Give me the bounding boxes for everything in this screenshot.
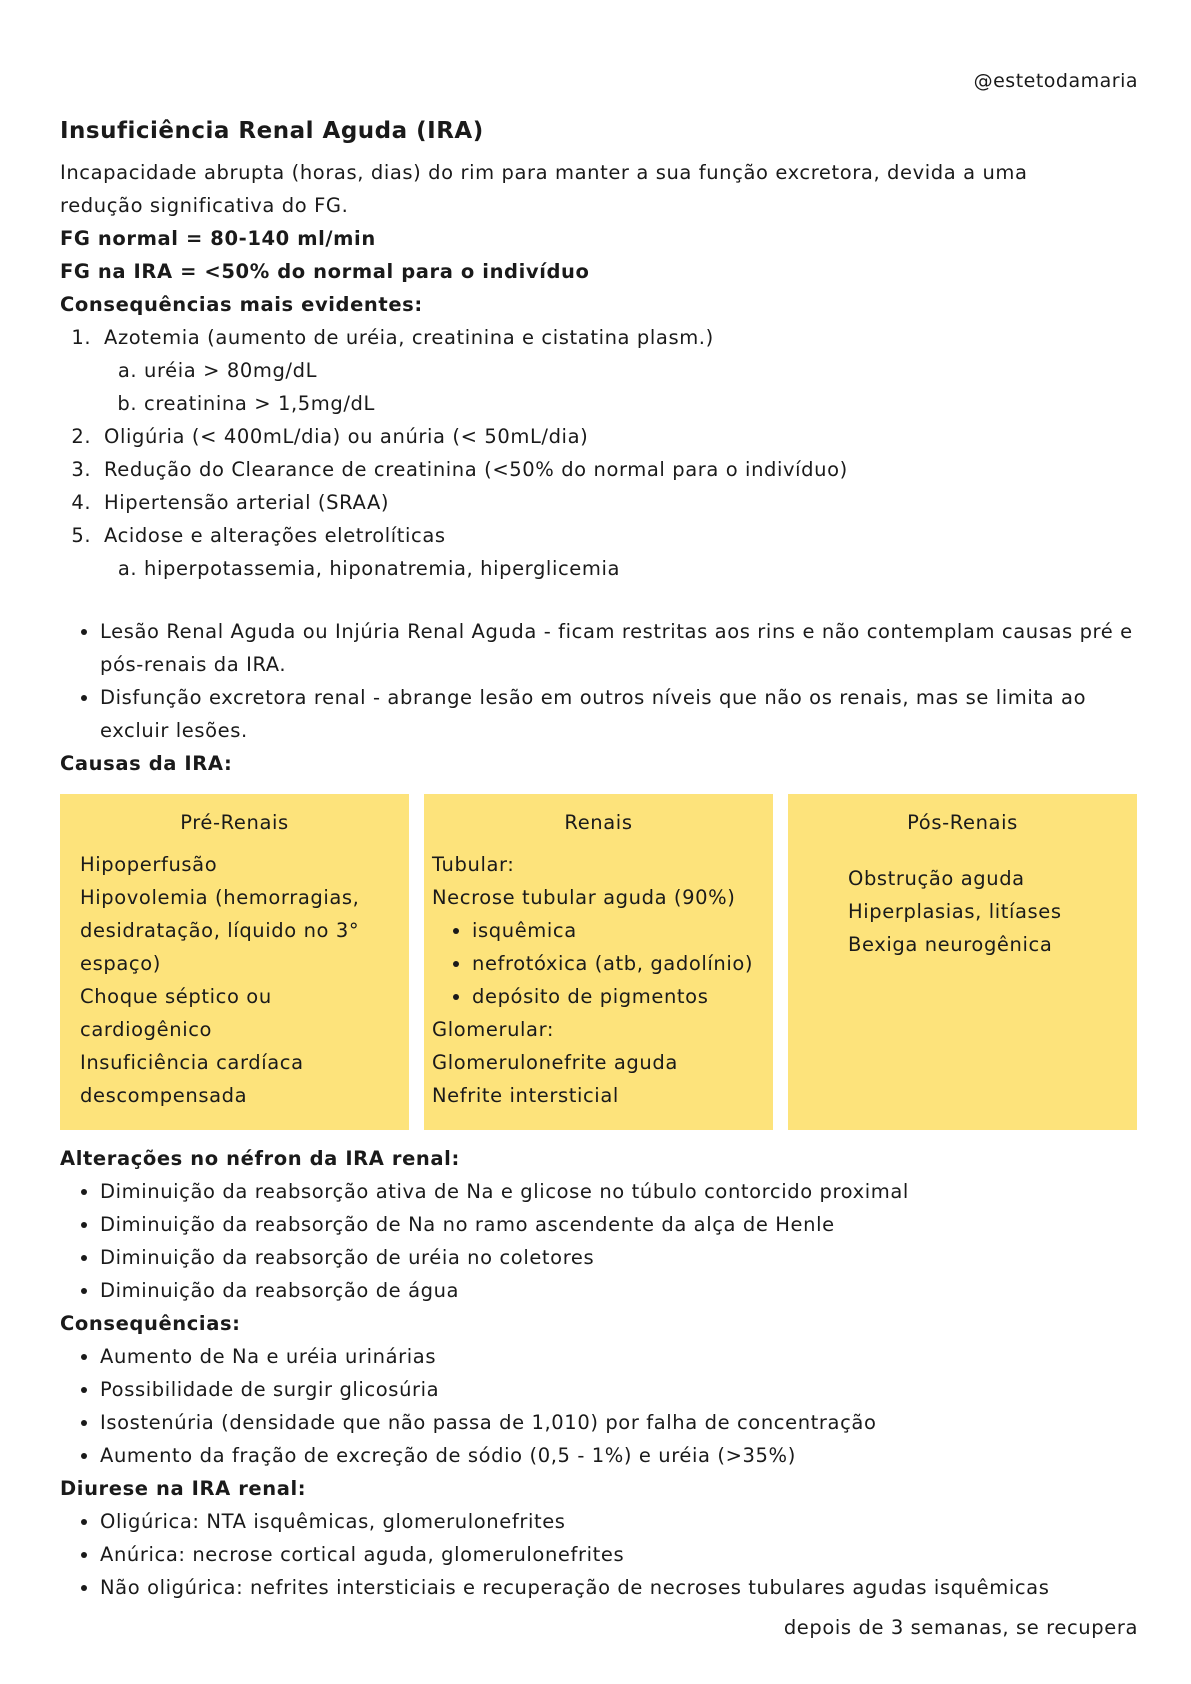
box-line: Tubular: (432, 853, 515, 876)
definitions-list (60, 615, 1140, 747)
page-title: Insuficiência Renal Aguda (IRA) (60, 118, 484, 144)
box-line: cardiogênico (80, 1018, 213, 1041)
box-line: Bexiga neurogênica (848, 933, 1053, 956)
list-item: 2. Oligúria (< 400mL/dia) ou anúria (< 50mL/dia) (98, 420, 1140, 453)
box-line: desidratação, líquido no 3° (80, 919, 360, 942)
box-line: Hipoperfusão (80, 853, 218, 876)
box-line: espaço) (80, 952, 161, 975)
causas-heading: Causas da IRA: (60, 752, 233, 775)
list-item: b. creatinina > 1,5mg/dL (144, 387, 1140, 420)
list-item: • Não oligúrica: nefrites intersticiais e recuperação de necroses tubulares agudas isquêmicas (100, 1571, 1140, 1604)
box-line: Nefrite intersticial (432, 1084, 619, 1107)
list-item: • Aumento da fração de excreção de sódio (0,5 - 1%) e uréia (>35%) (100, 1439, 1140, 1472)
box-line: Glomerular: (432, 1018, 555, 1041)
intro-line-2: redução significativa do FG. (60, 194, 349, 217)
diurese-list (60, 1505, 1140, 1604)
sub-list (104, 354, 1140, 420)
fg-ira: FG na IRA = <50% do normal para o indivíduo (60, 260, 590, 283)
box-title: Renais (564, 811, 633, 834)
list-item: • Diminuição da reabsorção de Na no ramo ascendente da alça de Henle (100, 1208, 1140, 1241)
list-item: • isquêmica (472, 914, 765, 947)
alteracoes-heading: Alterações no néfron da IRA renal: (60, 1147, 460, 1170)
page-content (60, 116, 1140, 1604)
list-item: a. hiperpotassemia, hiponatremia, hiperglicemia (144, 552, 1140, 585)
consequencias2-list (60, 1340, 1140, 1472)
list-item: • Diminuição da reabsorção ativa de Na e glicose no túbulo contorcido proximal (100, 1175, 1140, 1208)
intro-line-1: Incapacidade abrupta (horas, dias) do rim para manter a sua função excretora, devida a uma (60, 161, 1028, 184)
nta-list (432, 914, 765, 1013)
list-item: • Lesão Renal Aguda ou Injúria Renal Aguda - ficam restritas aos rins e não contemplam causas pré e pós-renais da IRA. (100, 615, 1140, 681)
consequencias2-heading: Consequências: (60, 1312, 241, 1335)
alteracoes-list (60, 1175, 1140, 1307)
list-item: • Aumento de Na e uréia urinárias (100, 1340, 1140, 1373)
list-item-text: Azotemia (aumento de uréia, creatinina e cistatina plasm.) (104, 326, 714, 349)
box-line: Necrose tubular aguda (90%) (432, 886, 736, 909)
list-item: • Disfunção excretora renal - abrange lesão em outros níveis que não os renais, mas se limita ao excluir lesões. (100, 681, 1140, 747)
list-item: 4. Hipertensão arterial (SRAA) (98, 486, 1140, 519)
author-handle: @estetodamaria (973, 70, 1138, 92)
causas-boxes (60, 794, 1140, 1130)
list-item: • Anúrica: necrose cortical aguda, glomerulonefrites (100, 1538, 1140, 1571)
box-body (808, 848, 1117, 961)
box-title: Pós-Renais (907, 811, 1018, 834)
list-item: • Diminuição da reabsorção de água (100, 1274, 1140, 1307)
list-item-text: Acidose e alterações eletrolíticas (104, 524, 446, 547)
list-item: a. uréia > 80mg/dL (144, 354, 1140, 387)
pos-renais-box (788, 794, 1137, 1130)
consequencias-list (60, 321, 1140, 585)
pre-renais-box (60, 794, 409, 1130)
list-item: • Diminuição da reabsorção de uréia no coletores (100, 1241, 1140, 1274)
fg-normal: FG normal = 80-140 ml/min (60, 227, 376, 250)
box-line: descompensada (80, 1084, 248, 1107)
box-line: Glomerulonefrite aguda (432, 1051, 678, 1074)
list-item: • nefrotóxica (atb, gadolínio) (472, 947, 765, 980)
box-line: Obstrução aguda (848, 867, 1025, 890)
box-line: Choque séptico ou (80, 985, 272, 1008)
diurese-heading: Diurese na IRA renal: (60, 1477, 307, 1500)
list-item: • Oligúrica: NTA isquêmicas, glomerulonefrites (100, 1505, 1140, 1538)
list-item: 3. Redução do Clearance de creatinina (<50% do normal para o indivíduo) (98, 453, 1140, 486)
list-item (98, 519, 1140, 585)
box-line: Insuficiência cardíaca (80, 1051, 304, 1074)
box-line: Hiperplasias, litíases (848, 900, 1062, 923)
list-item (98, 321, 1140, 420)
sub-list (104, 552, 1140, 585)
box-line: Hipovolemia (hemorragias, (80, 886, 360, 909)
footnote: depois de 3 semanas, se recupera (783, 1616, 1138, 1639)
renais-box (424, 794, 773, 1130)
list-item: • depósito de pigmentos (472, 980, 765, 1013)
box-title: Pré-Renais (180, 811, 289, 834)
list-item: • Isostenúria (densidade que não passa de 1,010) por falha de concentração (100, 1406, 1140, 1439)
list-item: • Possibilidade de surgir glicosúria (100, 1373, 1140, 1406)
consequencias-heading: Consequências mais evidentes: (60, 293, 423, 316)
